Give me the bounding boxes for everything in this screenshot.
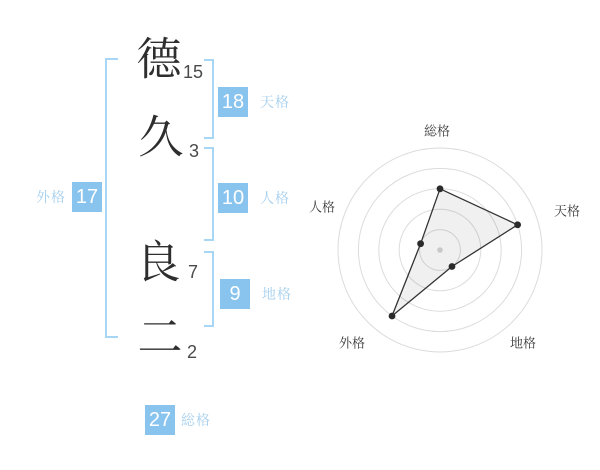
- name-character-1: 德: [136, 33, 182, 85]
- soukaku-label: 総格: [181, 412, 211, 428]
- radar-chart: [290, 100, 590, 400]
- bracket-gaikaku: [105, 58, 118, 338]
- stroke-count-4: 2: [186, 342, 198, 362]
- radar-chart-panel: [290, 100, 590, 400]
- name-character-2: 久: [138, 111, 184, 163]
- stroke-count-2: 3: [188, 141, 200, 161]
- soukaku-value-badge: 27: [145, 405, 175, 435]
- chikaku-label: 地格: [262, 286, 292, 302]
- chikaku-value-badge: 9: [220, 279, 250, 309]
- tenkaku-label: 天格: [260, 94, 290, 110]
- jinkaku-label: 人格: [260, 190, 290, 206]
- radar-axis-label-chikaku: 地格: [509, 335, 537, 351]
- bracket-tenkaku: [204, 59, 214, 139]
- bracket-chikaku: [204, 251, 214, 327]
- name-character-3: 良: [135, 236, 181, 288]
- radar-axis-label-gaikaku: 外格: [338, 335, 366, 351]
- name-character-4: 二: [137, 311, 183, 363]
- gaikaku-value-badge: 17: [72, 182, 102, 212]
- stroke-count-3: 7: [187, 262, 199, 282]
- radar-axis-label-soukaku: 総格: [423, 123, 451, 139]
- stroke-count-1: 15: [182, 62, 204, 82]
- radar-axis-label-tenkaku: 天格: [553, 203, 581, 219]
- tenkaku-value-badge: 18: [218, 87, 248, 117]
- radar-axis-label-jinkaku: 人格: [308, 199, 336, 215]
- gaikaku-label: 外格: [36, 189, 66, 205]
- jinkaku-value-badge: 10: [218, 183, 248, 213]
- bracket-jinkaku: [204, 147, 214, 241]
